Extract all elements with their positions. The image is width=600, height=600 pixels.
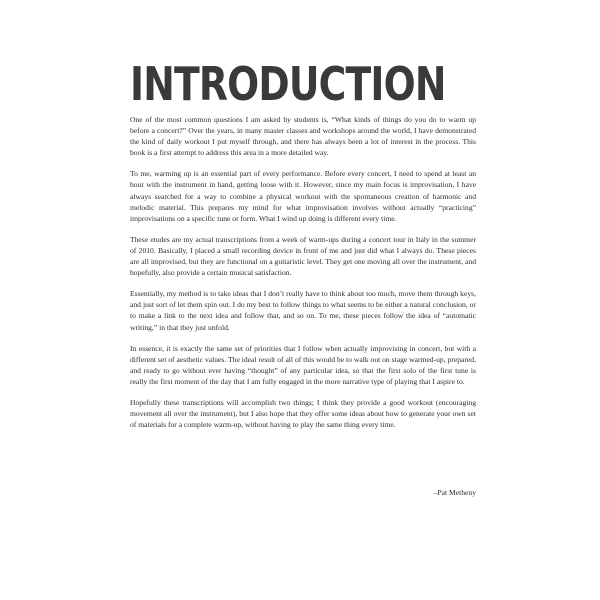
body-text <box>130 114 476 440</box>
paragraph: In essence, it is exactly the same set of priorities that I follow when actually improvising in concert, but with a different set of aesthetic values. The ideal result of all of this would be to walk out on stage warmed-up, prepared, and ready to go without ever having “thought” of any particular idea, so that the first solo of the first tune is really the first moment of the day that I am fully engaged in the more narrative type of playing that I aspire to. <box>130 343 476 386</box>
page-title: INTRODUCTION <box>130 57 446 111</box>
paragraph: One of the most common questions I am asked by students is, “What kinds of things do you do to warm up before a concert?” Over the years, in many master classes and workshops around the world, I have demonstrated the kind of daily workout I put myself through, and there has always been a lot of interest in the process. This book is a first attempt to address this area in a more detailed way. <box>130 115 476 158</box>
paragraph: To me, warming up is an essential part of every performance. Before every concert, I need to spend at least an hour with the instrument in hand, getting loose with it. However, since my main focus is improvisation, I have always searched for a way to combine a physical workout with the spontaneous creation of harmonic and melodic material. This prepares my mind for what improvisation involves without actually “practicing” improvisations on a specific tune or form. What I wind up doing is different every time. <box>130 169 476 223</box>
paragraph: Hopefully these transcriptions will accomplish two things; I think they provide a good workout (encouraging movement all over the instrument), but I also hope that they offer some ideas about how to generate your own set of materials for a complete warm-up, without having to play the same thing every time. <box>130 397 476 430</box>
author-signature: –Pat Metheny <box>433 488 476 497</box>
paragraph: Essentially, my method is to take ideas that I don’t really have to think about too much, move them through keys, and just sort of let them spin out. I do my best to follow things to what seems to be either a natural conclusion, or to make a link to the next idea and follow that, and so on. To me, these pieces follow the idea of “automatic writing,” in that they just unfold. <box>130 289 476 332</box>
paragraph: These etudes are my actual transcriptions from a week of warm-ups during a concert tour in Italy in the summer of 2010. Basically, I placed a small recording device in front of me and just did what I always do. These pieces are all improvised, but they are functional on a guitaristic level. They get one moving all over the instrument, and hopefully, also provide a certain musical satisfaction. <box>130 234 476 278</box>
